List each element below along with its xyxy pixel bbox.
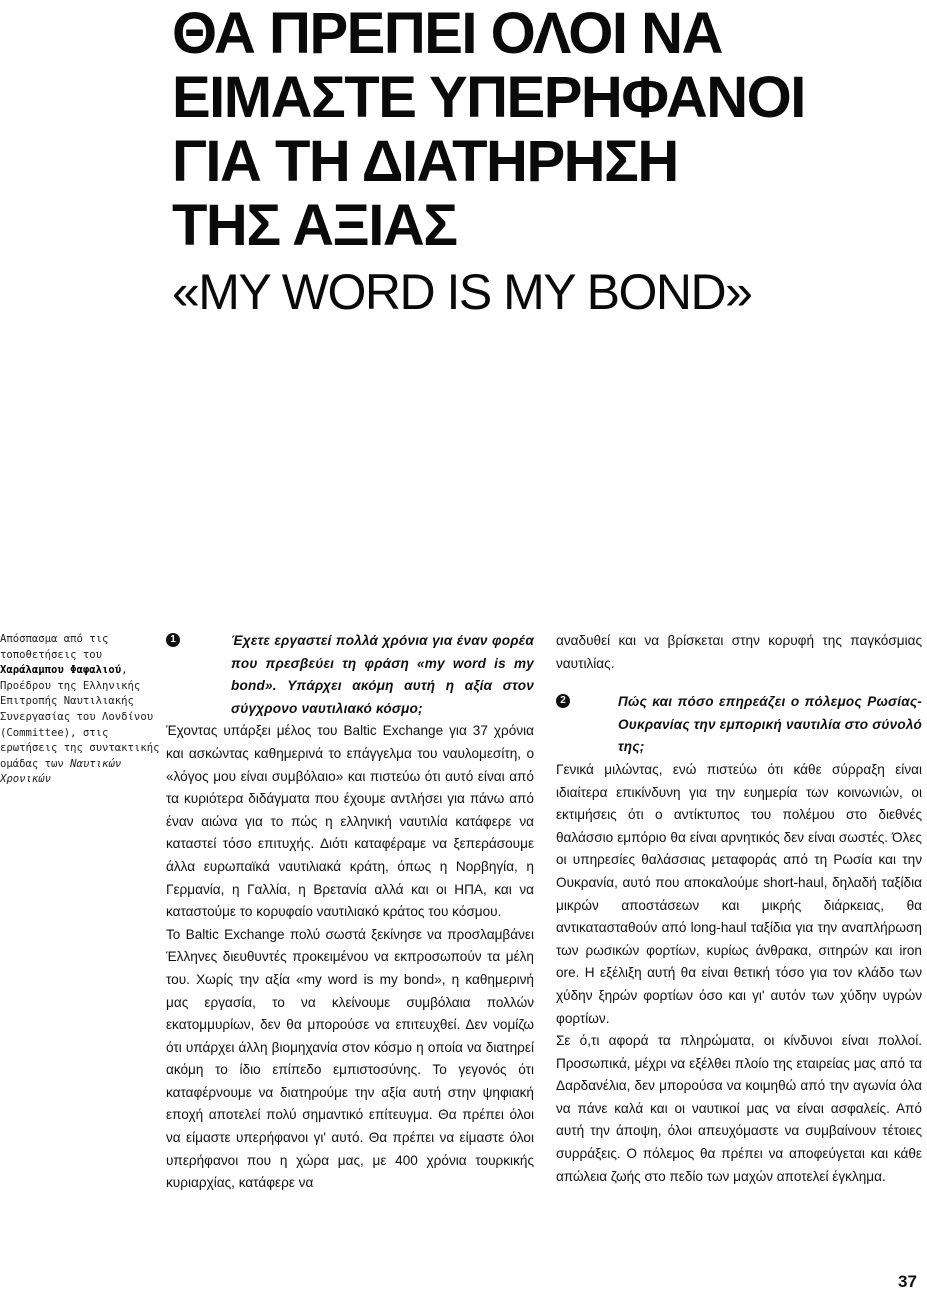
headline-line-3: ΓΙΑ ΤΗ ΔΙΑΤΗΡΗΣΗ [172, 129, 678, 194]
question-text-1: Έχετε εργαστεί πολλά χρόνια για έναν φορέα που πρεσβεύει τη φράση «my word is my bond». Υπάρχει ακόμη αυτή η αξία στον σύγχρονο ναυτιλιακό κόσμο; [231, 633, 534, 716]
headline-subtitle: «MY WORD IS MY BOND» [172, 264, 752, 320]
sidebar-intro: Απόσπασμα από τις τοποθετήσεις του [0, 633, 109, 661]
question-1 [166, 630, 534, 720]
question-text-2: Πώς και πόσο επηρεάζει ο πόλεμος Ρωσίας-Ουκρανίας την εμπορική ναυτιλία στο σύνολό της; [618, 694, 922, 755]
sidebar-author: Χαράλαμπου Φαφαλιού [0, 664, 122, 677]
article-column-1 [166, 630, 534, 1195]
answer-2-paragraph-1: Γενικά μιλώντας, ενώ πιστεύω ότι κάθε σύρραξη είναι ιδιαίτερα επικίνδυνη για την ευημερία των κοινωνιών, οι εκτιμήσεις ότι ο αντίκτυπος του πολέμου στο διεθνές θαλάσσιο εμπόριο θα είναι αρνητικός δεν είναι σωστές. Όλες οι υπηρεσίες θαλάσσιας μεταφοράς από τη Ρωσία και την Ουκρανία, αυτό που αποκαλούμε short-haul, δηλαδή ταξίδια μικρών αποστάσεων και μικρής διάρκειας, θα αντικατασταθούν από long-haul ταξίδια για την αναπλήρωση των ρωσικών φορτίων, κυρίως άνθρακα, σιτηρών και iron ore. Η εξέλιξη αυτή θα είναι θετική τόσο για τον κλάδο των χύδην ξηρών φορτίων όσο και γι' αυτόν των χύδην υγρών φορτίων. [556, 761, 922, 1026]
sidebar-text [0, 632, 160, 788]
question-spacer [556, 675, 922, 691]
sidebar-publication: Ναυτικών Χρονικών [0, 757, 122, 786]
sidebar-role: Προέδρου της Ελληνικής Επιτροπής Ναυτιλιακής Συνεργασίας του Λονδίνου (Committee), στις ερωτήσεις της συντακτικής ομάδας των [0, 679, 160, 770]
author-sidebar [0, 632, 160, 788]
headline-line-4: ΤΗΣ ΑΞΙΑΣ [172, 193, 457, 258]
answer-2-paragraph-2: Σε ό,τι αφορά τα πληρώματα, οι κίνδυνοι είναι πολλοί. Προσωπικά, μέχρι να εξέλθει πλοίο της εταιρείας μας από τα Δαρδανέλια, δεν μπορούσα να κοιμηθώ από την αγωνία όλα να πάνε καλά και οι ναυτικοί μας να είναι ασφαλείς. Από αυτή την άποψη, όλοι απευχόμαστε να συμβαίνουν τέτοιες συρράξεις. Ο πόλεμος θα πρέπει να αποφεύγεται και κάθε απώλεια ζωής στο πεδίο των μαχών αποτελεί έγκλημα. [556, 1033, 922, 1184]
question-2 [556, 691, 922, 759]
question-number-2: 2 [556, 694, 570, 708]
headline-line-1: ΘΑ ΠΡΕΠΕΙ ΟΛΟΙ ΝΑ [172, 1, 722, 66]
answer-1-paragraph-1: Έχοντας υπάρξει μέλος του Baltic Exchange για 37 χρόνια και ασκώντας καθημερινά το επάγγελμα του ναυλομεσίτη, ο «λόγος μου είναι συμβόλαιο» και πιστεύω ότι αυτό είναι από τα κυριότερα διδάγματα που έχουμε αντλήσει για πάνω από έναν αιώνα για το πώς η ελληνική ναυτιλία κατάφερε να καταστεί τόσο επιτυχής. Διότι καταφέραμε να ξεπεράσουμε άλλα ευρωπαϊκά ναυτιλιακά κράτη, όπως η Νορβηγία, η Γερμανία, η Γαλλία, η Βρετανία αλλά και οι ΗΠΑ, και να καταστούμε το κορυφαίο ναυτιλιακό κράτος του κόσμου. [166, 723, 534, 920]
headline-line-2: ΕΙΜΑΣΤΕ ΥΠΕΡΗΦΑΝΟΙ [172, 65, 805, 130]
headline [172, 2, 805, 258]
page-number: 37 [898, 1272, 917, 1291]
answer-1-continuation: αναδυθεί και να βρίσκεται στην κορυφή της παγκόσμιας ναυτιλίας. [556, 633, 922, 671]
sidebar-comma: , [121, 664, 128, 677]
answer-1-paragraph-2: Το Baltic Exchange πολύ σωστά ξεκίνησε να προσλαμβάνει Έλληνες διευθυντές προκειμένου να εκπροσωπούν τα μέλη του. Χωρίς την αξία «my word is my bond», η καθημερινή μας εργασία, το να κλείνουμε συμβόλαια πολλών εκατομμυρίων, δεν θα μπορούσε να επιτευχθεί. Δεν νομίζω ότι υπάρχει άλλη βιομηχανία στον κόσμο η οποία να διατηρεί ακόμη το ίδιο επίπεδο εμπιστοσύνης. Το γεγονός ότι καταφέρνουμε να διατηρούμε την αξία αυτή στην ψηφιακή εποχή αποτελεί πολύ σημαντικό επίτευγμα. Θα πρέπει όλοι να είμαστε υπερήφανοι γι' αυτό. Θα πρέπει να είμαστε όλοι υπερήφανοι που η χώρα μας, με 400 χρόνια τουρκικής κυριαρχίας, κατάφερε να [166, 926, 534, 1191]
article-column-2 [556, 630, 922, 1188]
question-number-1: 1 [166, 633, 180, 647]
